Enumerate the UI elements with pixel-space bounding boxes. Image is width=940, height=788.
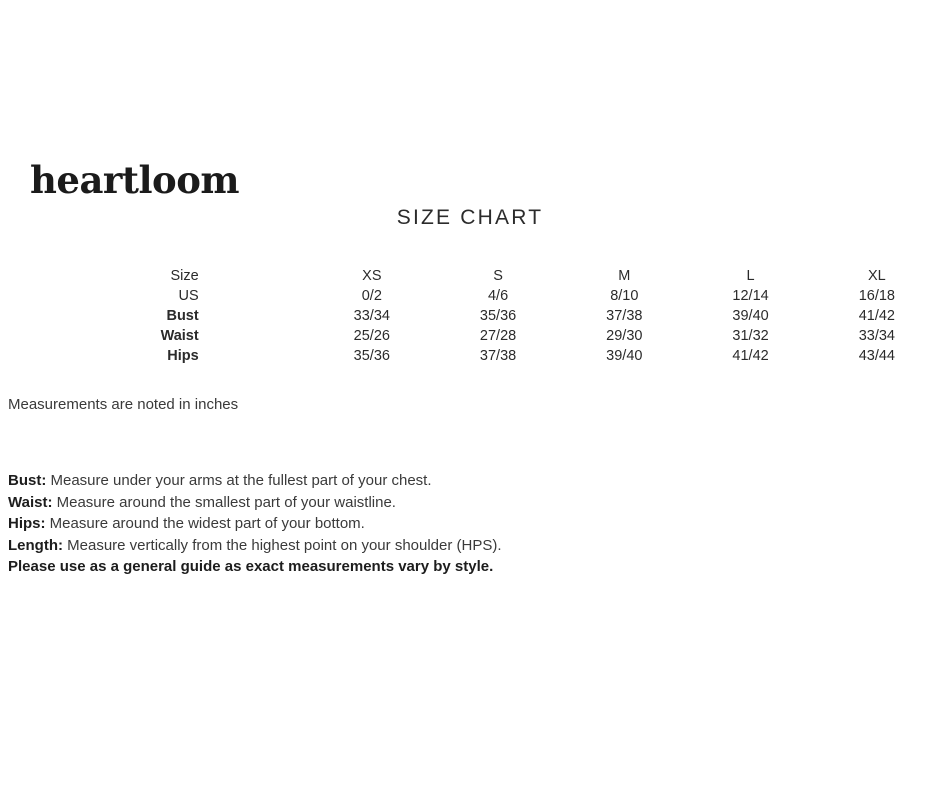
column-header-l: L xyxy=(746,268,755,284)
guide-text-hips: Measure around the widest part of your bottom. xyxy=(49,515,365,532)
cell-us-xl: 16/18 xyxy=(858,288,895,304)
cell-us-m: 8/10 xyxy=(610,288,639,304)
column-header-m: M xyxy=(618,268,631,284)
table-row xyxy=(0,346,940,366)
cell-bust-xl: 41/42 xyxy=(858,308,895,324)
column-header-s: S xyxy=(493,268,503,284)
cell-bust-s: 35/36 xyxy=(479,308,517,324)
cell-us-s: 4/6 xyxy=(487,288,509,304)
row-label-hips: Hips xyxy=(167,348,199,364)
measurement-guide xyxy=(8,470,502,578)
cell-hips-xl: 43/44 xyxy=(858,348,895,364)
guide-text-waist: Measure around the smallest part of your waistline. xyxy=(56,493,396,511)
page-title: SIZE CHART xyxy=(396,206,544,229)
cell-waist-xs: 25/26 xyxy=(353,328,390,344)
cell-hips-m: 39/40 xyxy=(606,348,643,364)
cell-us-l: 12/14 xyxy=(732,288,769,304)
cell-waist-m: 29/30 xyxy=(606,328,643,344)
cell-waist-l: 31/32 xyxy=(732,328,769,344)
table-row xyxy=(0,286,940,306)
guide-line-waist xyxy=(8,492,502,514)
cell-waist-xl: 33/34 xyxy=(858,328,895,344)
cell-hips-s: 37/38 xyxy=(479,348,517,364)
guide-text-bust: Measure under your arms at the fullest part of your chest. xyxy=(50,472,432,489)
column-header-xl: XL xyxy=(867,268,886,284)
guide-label-length: Length: xyxy=(8,536,63,554)
row-label-bust: Bust xyxy=(166,308,199,324)
units-note: Measurements are noted in inches xyxy=(8,396,239,413)
cell-us-xs: 0/2 xyxy=(361,288,382,304)
cell-bust-l: 39/40 xyxy=(732,308,769,324)
size-chart-table xyxy=(0,266,940,366)
brand-logo: heartloom xyxy=(30,158,240,202)
cell-hips-l: 41/42 xyxy=(732,348,769,364)
cell-waist-s: 27/28 xyxy=(479,328,517,344)
table-row xyxy=(0,326,940,346)
guide-line-length xyxy=(8,535,502,557)
table-header-row xyxy=(0,266,940,286)
column-header-xs: XS xyxy=(362,268,382,284)
column-header-size: Size xyxy=(170,268,199,284)
row-label-waist: Waist xyxy=(160,328,199,344)
cell-bust-xs: 33/34 xyxy=(353,308,390,324)
cell-bust-m: 37/38 xyxy=(606,308,643,324)
guide-label-bust: Bust: xyxy=(8,472,47,489)
guide-closing-note: Please use as a general guide as exact measurements vary by style. xyxy=(8,558,494,575)
guide-line-bust xyxy=(8,470,502,492)
guide-label-waist: Waist: xyxy=(8,493,53,511)
guide-line-hips xyxy=(8,513,502,535)
guide-label-hips: Hips: xyxy=(8,515,46,532)
guide-text-length: Measure vertically from the highest point on your shoulder (HPS). xyxy=(67,536,502,554)
cell-hips-xs: 35/36 xyxy=(353,348,390,364)
table-row xyxy=(0,306,940,326)
row-label-us: US xyxy=(178,288,199,304)
